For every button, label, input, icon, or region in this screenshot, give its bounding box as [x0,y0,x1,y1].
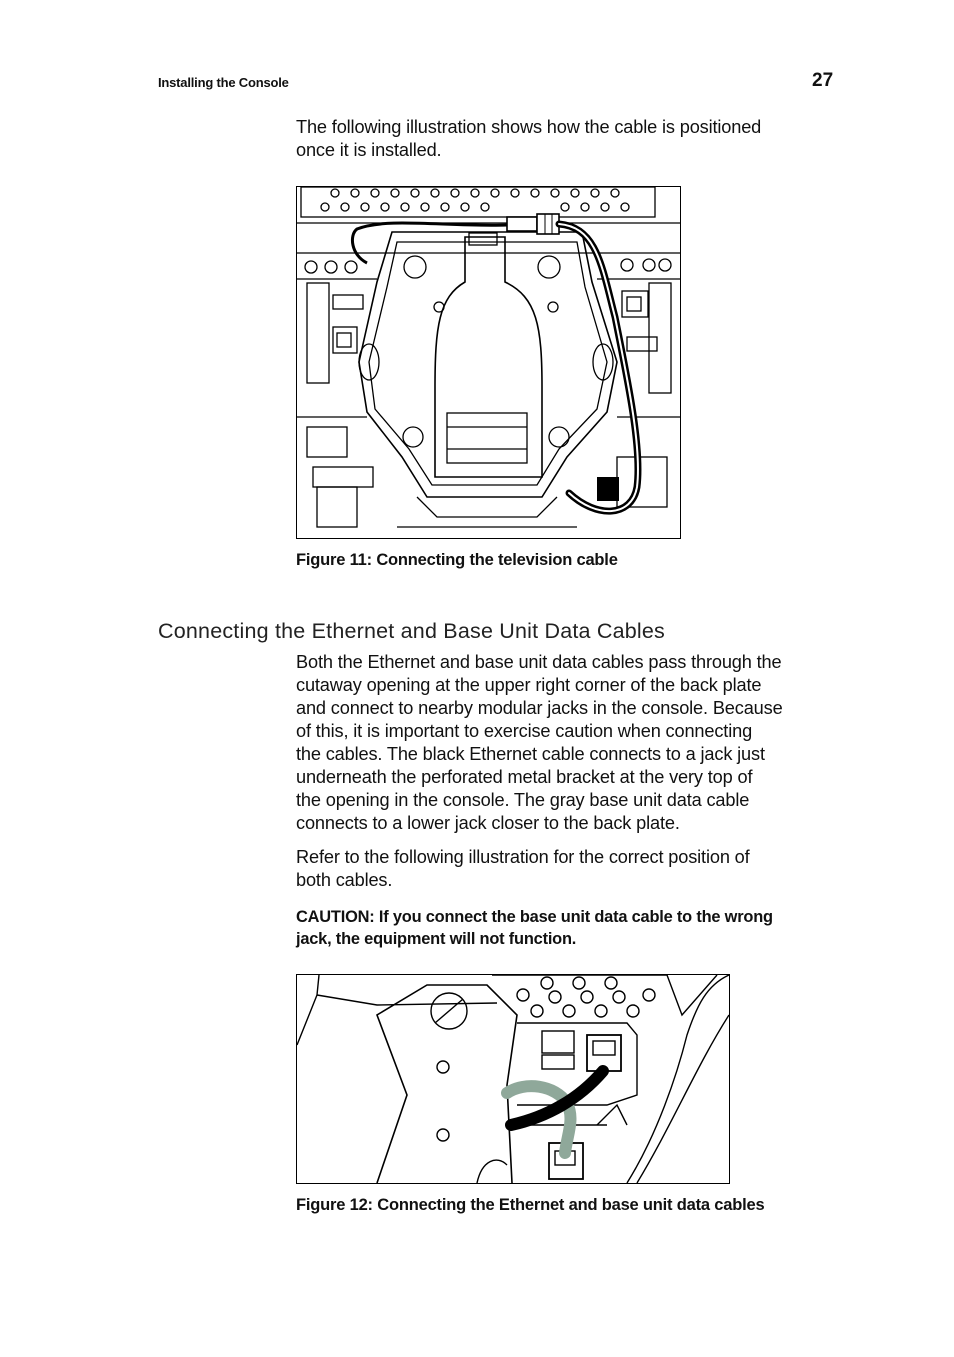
figure-11-illustration [296,186,681,539]
figure-12-illustration [296,974,730,1184]
tv-cable-connector [507,214,559,234]
refer-paragraph [296,846,836,892]
section-heading: Connecting the Ethernet and Base Unit Data Cables [158,619,665,643]
intro-line: once it is installed. [296,140,442,160]
paragraph-line: the opening in the console. The gray base unit data cable [296,790,750,810]
ethernet-cable-drawing [297,975,729,1183]
perforation-holes [321,189,629,211]
paragraph-line: and connect to nearby modular jacks in the console. Because [296,698,783,718]
paragraph-line: connects to a lower jack closer to the back plate. [296,813,680,833]
figure-11-caption: Figure 11: Connecting the television cable [296,551,618,569]
caution-line: CAUTION: If you connect the base unit data cable to the wrong [296,908,773,926]
intro-paragraph [296,116,836,162]
ethernet-paragraph [296,651,836,835]
paragraph-line: of this, it is important to exercise caution when connecting [296,721,753,741]
intro-line: The following illustration shows how the cable is positioned [296,117,762,137]
caution-line: jack, the equipment will not function. [296,930,577,948]
paragraph-line: Both the Ethernet and base unit data cables pass through the [296,652,782,672]
figure-12-caption: Figure 12: Connecting the Ethernet and base unit data cables [296,1196,765,1214]
paragraph-line: Refer to the following illustration for the correct position of [296,847,750,867]
paragraph-line: both cables. [296,870,393,890]
caution-note [296,906,836,950]
paragraph-line: the cables. The black Ethernet cable connects to a jack just [296,744,765,764]
tv-cable-drawing [297,187,680,538]
paragraph-line: cutaway opening at the upper right corner of the back plate [296,675,762,695]
page-number: 27 [812,70,834,91]
running-header: Installing the Console [158,75,289,90]
paragraph-line: underneath the perforated metal bracket at the very top of [296,767,753,787]
